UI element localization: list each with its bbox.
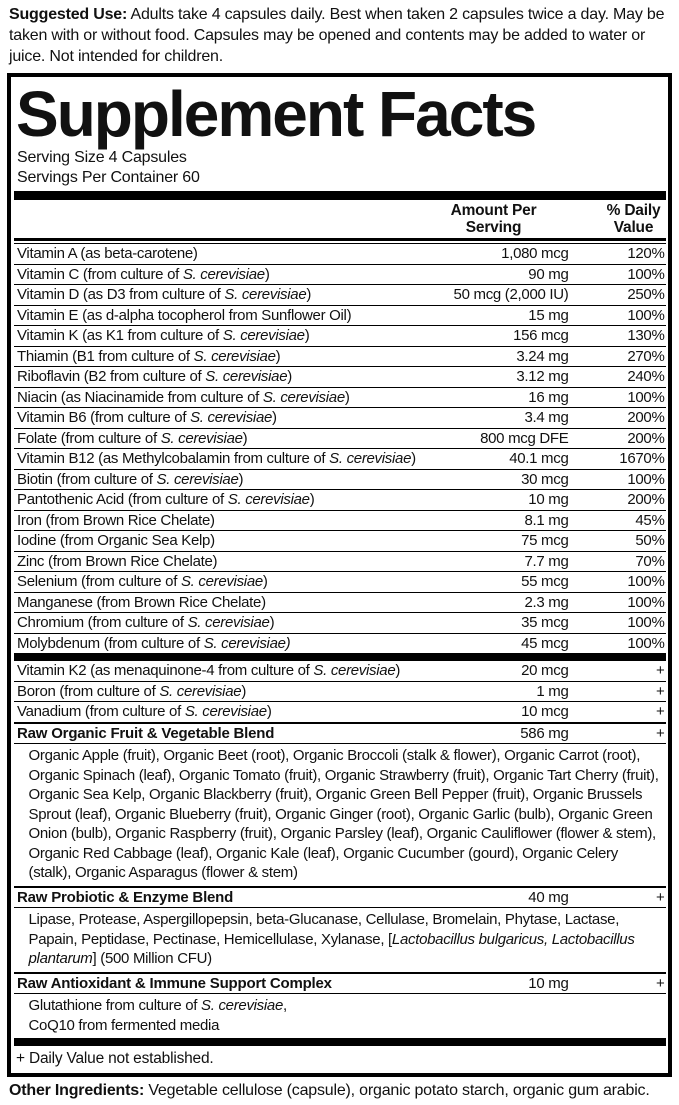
- species-name: S. cerevisiae: [329, 450, 412, 467]
- nutrient-daily-value: 1670%: [619, 450, 665, 467]
- nutrient-table-extra: [14, 661, 666, 722]
- nutrient-name: [17, 409, 419, 426]
- nutrient-daily-value: 100%: [627, 634, 665, 652]
- blend-row: [14, 886, 666, 908]
- species-name: S. cerevisiae: [193, 347, 276, 365]
- supplement-facts-panel: [7, 73, 672, 1077]
- nutrient-name: [17, 491, 419, 508]
- nutrient-name: [17, 389, 419, 406]
- blend-row: [14, 972, 666, 994]
- text-segment: ): [238, 470, 244, 488]
- species-name: S. cerevisiae: [182, 265, 265, 283]
- nutrient-amount: 800 mcg DFE: [480, 429, 569, 447]
- nutrient-name: [17, 327, 419, 344]
- nutrient-amount: 35 mcg: [521, 614, 569, 631]
- nutrient-amount: 16 mg: [528, 388, 569, 406]
- text-segment: Lipase, Protease, Aspergillopepsin, beta-Glucanase, Cellulase, Bromelain, Phytase, Lactase, Papain, Peptidase, Pectinase, Hemicellulase, Xylanase, [: [28, 911, 620, 948]
- text-segment: Biotin (from culture of: [17, 470, 157, 488]
- column-header-amount: Amount Per Serving: [450, 202, 537, 236]
- nutrient-amount: 75 mcg: [521, 532, 569, 549]
- text-segment: Pantothenic Acid (from culture of: [17, 491, 228, 508]
- text-segment: Chromium (from culture of: [17, 614, 188, 631]
- nutrient-name: [17, 348, 419, 365]
- nutrient-name: [17, 368, 419, 385]
- other-ingredients-text: Vegetable cellulose (capsule), organic potato starch, organic gum arabic.: [144, 1082, 650, 1099]
- blend-description: [14, 743, 666, 886]
- nutrient-amount: 2.3 mg: [524, 593, 569, 611]
- blend-amount: 586 mg: [520, 724, 569, 742]
- nutrient-row: [14, 244, 666, 264]
- nutrient-amount: 3.24 mg: [516, 347, 569, 365]
- species-name: S. cerevisiae: [224, 286, 307, 303]
- species-name: S. cerevisiae: [222, 327, 305, 344]
- serving-info: [11, 146, 668, 191]
- nutrient-daily-value: 200%: [627, 409, 665, 426]
- nutrient-amount: 10 mcg: [521, 703, 569, 720]
- text-segment: Vitamin B6 (from culture of: [17, 409, 191, 426]
- nutrient-daily-value: 250%: [627, 286, 665, 303]
- nutrient-daily-value: +: [656, 682, 665, 700]
- nutrient-name: [17, 471, 419, 488]
- nutrient-row: [14, 510, 666, 531]
- text-segment: ): [411, 450, 416, 467]
- nutrient-row: [14, 428, 666, 449]
- nutrient-row: [14, 489, 666, 510]
- nutrient-name: [17, 614, 419, 631]
- species-name: S. cerevisiae: [262, 388, 345, 406]
- nutrient-daily-value: 130%: [627, 327, 665, 344]
- nutrient-name: [17, 532, 419, 549]
- text-segment: ] (500 Million CFU): [92, 950, 212, 967]
- nutrient-name: [17, 450, 419, 467]
- species-name: S. cerevisiae: [201, 997, 284, 1014]
- thick-divider-bottom: [14, 1038, 666, 1046]
- species-name: S. cerevisiae: [180, 573, 263, 590]
- nutrient-amount: 15 mg: [528, 306, 569, 324]
- suggested-use-text: Adults take 4 capsules daily. Best when taken 2 capsules twice a day. May be taken with or without food. Capsules may be opened and contents may be added to water or juice. Not intended for children.: [9, 6, 665, 65]
- blend-sections: [11, 722, 668, 1039]
- nutrient-row: [14, 346, 666, 367]
- text-segment: ): [241, 682, 247, 700]
- blend-name: Raw Organic Fruit & Vegetable Blend: [17, 724, 275, 742]
- blend-name: Raw Probiotic & Enzyme Blend: [17, 888, 234, 906]
- nutrient-daily-value: 100%: [627, 265, 665, 283]
- text-segment: ): [344, 388, 350, 406]
- nutrient-name: [17, 512, 419, 529]
- text-segment: ): [275, 347, 281, 365]
- nutrient-amount: 1 mg: [536, 682, 569, 700]
- nutrient-daily-value: 200%: [627, 429, 665, 447]
- text-segment: Vitamin A (as beta-carotene): [17, 245, 198, 262]
- nutrient-daily-value: +: [656, 662, 665, 679]
- other-ingredients: [9, 1081, 671, 1101]
- text-segment: Iron (from Brown Rice Chelate): [17, 511, 215, 529]
- nutrient-amount: 10 mg: [528, 491, 569, 508]
- nutrient-name: [17, 683, 419, 700]
- blend-daily-value: +: [656, 888, 665, 906]
- species-name: S. cerevisiae: [156, 470, 239, 488]
- text-segment: ): [304, 327, 310, 344]
- species-name: S. cerevisiae: [160, 429, 243, 447]
- nutrient-name: [17, 266, 419, 283]
- text-segment: Organic Apple (fruit), Organic Beet (root), Organic Broccoli (stalk & flower), Organic Carrot (root), Organic Spinach (leaf), Organic Tomato (fruit), Organic Strawberry (fruit), Organic Tart Cherry (fruit), Organic Sea Kelp, Organic Blackberry (fruit), Organic Green Bell Pepper (fruit), Organic Brussels Sprout (leaf), Organic Blueberry (fruit), Organic Ginger (root), Organic Garlic (bulb), Organic Green Onion (bulb), Organic Raspberry (fruit), Organic Parsley (leaf), Organic Cauliflower (flower & stem), Organic Red Cabbage (leaf), Organic Kale (leaf), Organic Cucumber (gourd), Organic Celery (stalk), Organic Asparagus (flower & stem): [28, 747, 659, 881]
- text-segment: ): [264, 265, 270, 283]
- column-headers: [11, 200, 668, 238]
- nutrient-name: [17, 553, 419, 570]
- text-segment: ): [262, 573, 268, 590]
- nutrient-daily-value: 70%: [635, 552, 665, 570]
- species-name: S. cerevisiae: [205, 368, 288, 385]
- nutrient-row: [14, 448, 666, 469]
- servings-per-container: Servings Per Container 60: [17, 169, 200, 186]
- text-segment: Molybdenum (from culture of: [17, 634, 204, 652]
- nutrient-amount: 3.4 mg: [524, 409, 569, 426]
- nutrient-row: [14, 592, 666, 613]
- nutrient-row: [14, 366, 666, 387]
- text-segment: Selenium (from culture of: [17, 573, 181, 590]
- nutrient-daily-value: 200%: [627, 491, 665, 508]
- panel-title: Supplement Facts: [16, 78, 536, 150]
- suggested-use: [9, 4, 671, 67]
- nutrient-name: [17, 703, 419, 720]
- nutrient-row: [14, 681, 666, 702]
- nutrient-row: [14, 387, 666, 408]
- blend-daily-value: +: [656, 974, 665, 992]
- nutrient-daily-value: 100%: [627, 614, 665, 631]
- species-name: Lactobacillus bulgaricus, Lactobacillus plantarum: [28, 930, 635, 967]
- nutrient-daily-value: 100%: [627, 593, 665, 611]
- blend-row: [14, 722, 666, 744]
- blend-amount: 40 mg: [528, 888, 569, 906]
- species-name: S. cerevisiae: [187, 614, 270, 631]
- species-name: S. cerevisiae: [190, 409, 273, 426]
- nutrient-name: [17, 245, 419, 262]
- species-name: S. cerevisiae: [313, 662, 396, 679]
- text-segment: Iodine (from Organic Sea Kelp): [17, 532, 215, 549]
- text-segment: CoQ10 from fermented media: [28, 1016, 220, 1034]
- nutrient-row: [14, 612, 666, 633]
- other-ingredients-label: Other Ingredients:: [9, 1082, 145, 1099]
- text-segment: ): [306, 286, 312, 303]
- nutrient-daily-value: 100%: [627, 573, 665, 590]
- text-segment: Manganese (from Brown Rice Chelate): [17, 593, 266, 611]
- nutrient-daily-value: +: [656, 703, 665, 720]
- text-segment: Thiamin (B1 from culture of: [17, 347, 194, 365]
- nutrient-name: [17, 594, 419, 611]
- text-segment: Vitamin E (as d-alpha tocopherol from Sunflower Oil): [17, 306, 352, 324]
- nutrient-name: [17, 662, 419, 679]
- nutrient-row: [14, 305, 666, 326]
- daily-value-footnote: + Daily Value not established.: [16, 1050, 214, 1067]
- nutrient-amount: 1,080 mcg: [501, 245, 569, 262]
- nutrient-name: [17, 307, 419, 324]
- nutrient-amount: 55 mcg: [521, 573, 569, 590]
- nutrient-amount: 20 mcg: [521, 662, 569, 679]
- blend-daily-value: +: [656, 724, 665, 742]
- nutrient-amount: 8.1 mg: [524, 511, 569, 529]
- species-name: S. cerevisiae: [184, 703, 267, 720]
- blend-section: [14, 722, 666, 886]
- blend-name: Raw Antioxidant & Immune Support Complex: [17, 974, 332, 992]
- text-segment: ): [272, 409, 277, 426]
- serving-size: Serving Size 4 Capsules: [17, 149, 187, 166]
- nutrient-amount: 90 mg: [528, 265, 569, 283]
- text-segment: ): [395, 662, 401, 679]
- species-name: S. cerevisiae): [203, 634, 291, 652]
- species-name: S. cerevisiae: [159, 682, 242, 700]
- text-segment: ): [242, 429, 248, 447]
- text-segment: ): [269, 614, 275, 631]
- blend-section: [14, 972, 666, 1039]
- text-segment: Vitamin C (from culture of: [17, 265, 183, 283]
- nutrient-name: [17, 286, 419, 303]
- nutrient-row: [14, 551, 666, 572]
- text-segment: ): [287, 368, 292, 385]
- nutrient-name: [17, 430, 419, 447]
- blend-description: [14, 907, 666, 972]
- nutrient-amount: 156 mcg: [513, 327, 569, 344]
- suggested-use-label: Suggested Use:: [9, 6, 128, 23]
- text-segment: Vitamin B12 (as Methylcobalamin from culture of: [17, 450, 330, 467]
- thick-divider-top: [14, 191, 666, 200]
- nutrient-daily-value: 100%: [627, 388, 665, 406]
- text-segment: ,: [283, 997, 287, 1014]
- nutrient-name: [17, 573, 419, 590]
- nutrient-amount: 40.1 mcg: [509, 450, 569, 467]
- nutrient-daily-value: 50%: [635, 532, 665, 549]
- blend-amount: 10 mg: [528, 974, 569, 992]
- species-name: S. cerevisiae: [227, 491, 310, 508]
- nutrient-row: [14, 325, 666, 346]
- nutrient-row: [14, 407, 666, 428]
- nutrient-row: [14, 264, 666, 285]
- nutrient-daily-value: 240%: [627, 368, 665, 385]
- nutrient-daily-value: 270%: [627, 347, 665, 365]
- nutrient-daily-value: 100%: [627, 470, 665, 488]
- text-segment: ): [266, 703, 272, 720]
- blend-description: [14, 993, 666, 1038]
- nutrient-row: [14, 701, 666, 722]
- text-segment: Riboflavin (B2 from culture of: [17, 368, 206, 385]
- thick-divider-mid: [14, 653, 666, 661]
- nutrient-daily-value: 120%: [627, 245, 665, 262]
- nutrient-amount: 7.7 mg: [524, 552, 569, 570]
- blend-section: [14, 886, 666, 972]
- text-segment: Vitamin K2 (as menaquinone-4 from culture of: [17, 662, 314, 679]
- nutrient-row: [14, 661, 666, 681]
- nutrient-daily-value: 45%: [635, 511, 665, 529]
- nutrient-amount: 50 mcg (2,000 IU): [453, 286, 569, 303]
- nutrient-name: [17, 635, 419, 652]
- nutrient-amount: 30 mcg: [521, 470, 569, 488]
- text-segment: Zinc (from Brown Rice Chelate): [17, 552, 218, 570]
- column-header-dv: % Daily Value: [606, 202, 661, 236]
- text-segment: Niacin (as Niacinamide from culture of: [17, 388, 263, 406]
- text-segment: Glutathione from culture of: [28, 997, 202, 1014]
- text-segment: Vitamin K (as K1 from culture of: [17, 327, 223, 344]
- text-segment: Boron (from culture of: [17, 682, 160, 700]
- nutrient-amount: 45 mcg: [521, 634, 569, 652]
- nutrient-row: [14, 530, 666, 551]
- nutrient-row: [14, 469, 666, 490]
- nutrient-amount: 3.12 mg: [516, 368, 569, 385]
- nutrient-row: [14, 571, 666, 592]
- nutrient-row: [14, 633, 666, 654]
- nutrient-row: [14, 284, 666, 305]
- nutrient-table-main: [14, 244, 666, 653]
- text-segment: Vitamin D (as D3 from culture of: [17, 286, 225, 303]
- nutrient-daily-value: 100%: [627, 306, 665, 324]
- text-segment: Folate (from culture of: [17, 429, 161, 447]
- text-segment: Vanadium (from culture of: [17, 703, 185, 720]
- text-segment: ): [309, 491, 315, 508]
